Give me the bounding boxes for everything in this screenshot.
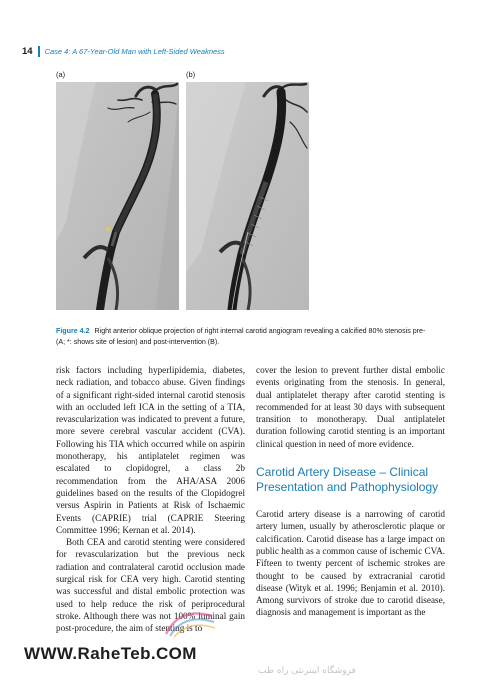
watermark-logo-icon xyxy=(162,608,217,638)
left-column xyxy=(56,364,245,635)
watermark-persian-text: فروشگاه اینترنتی راه طب xyxy=(258,666,356,676)
lesion-marker: * xyxy=(106,224,111,238)
watermark-text: WWW.RaheTeb.COM xyxy=(24,644,197,663)
figure-label: Figure 4.2 xyxy=(56,327,90,335)
angiogram-panel-a xyxy=(56,82,179,310)
panel-b-label: (b) xyxy=(186,70,196,79)
panel-a-label: (a) xyxy=(56,70,66,79)
figure-caption xyxy=(56,326,436,347)
angiogram-panel-b xyxy=(186,82,309,310)
left-paragraph-1: risk factors including hyperlipidemia, diabetes, neck radiation, and tobacco abuse. Given findings of a significant right-sided internal carotid stenosis with an occluded left ICA in the setting of a TIA, revascularization was indicated to prevent a future, more severe cerebral vascular accident (CVA). Following his TIA which occurred while on aspirin monotherapy, his antiplatelet regimen was escalated to clopidogrel, a class 2b recommendation from the AHA/ASA 2006 guidelines based on the results of the Clopidogrel versus Aspirin in Patients at Risk of Ischaemic Events (CAPRIE) trial (CAPRIE Steering Committee 1996; Kernan et al. 2014). xyxy=(56,365,245,535)
section-heading: Carotid Artery Disease – Clinical Presentation and Pathophysiology xyxy=(256,465,439,495)
page-number: 14 xyxy=(22,46,40,57)
right-paragraph-1: cover the lesion to prevent further distal embolic events originating from the stenosis. In general, dual antiplatelet therapy after carotid stenting is recommended for at least 30 days with subsequent transition to monotherapy. Dual antiplatelet duration following carotid stenting is an important clinical question in need of more evidence. xyxy=(256,365,445,449)
right-column xyxy=(256,364,445,619)
running-header xyxy=(22,44,225,58)
left-paragraph-2: Both CEA and carotid stenting were considered for revascularization but the previous neck radiation and contralateral carotid occlusion made surgical risk for CEA very high. Carotid stenting was successful and distal embolic protection was used to help reduce the risk of periprocedural stroke. Although there was not 100% luminal gain post-procedure, the aim of stenting is to xyxy=(56,537,245,634)
chapter-title: Case 4: A 67-Year-Old Man with Left-Sided Weakness xyxy=(44,46,225,56)
right-paragraph-2: Carotid artery disease is a narrowing of carotid artery lumen, usually by atherosclerotic plaque or calcification. Carotid disease has a large impact on public health as a common cause of ischemic CVA. Fifteen to twenty percent of ischemic strokes are thought to be caused by extracranial carotid disease (Wityk et al. 1996; Benjamin et al. 2010). Among survivors of stroke due to carotid disease, diagnosis and management is important as the xyxy=(256,509,445,618)
figure-caption-text: Right anterior oblique projection of right internal carotid angiogram revealing a calcified 80% stenosis pre- (A; *: shows site of lesion) and post-intervention (B). xyxy=(56,327,426,346)
